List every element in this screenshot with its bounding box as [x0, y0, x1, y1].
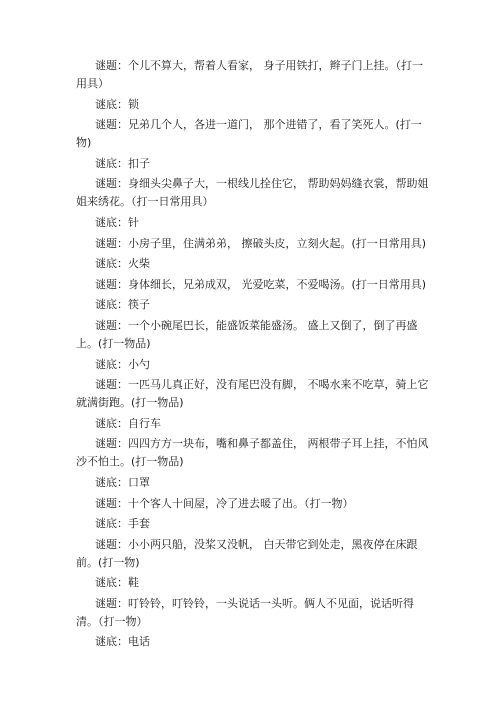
riddle-question: 谜题：身细头尖鼻子大，一根线儿拴住它， 帮助妈妈缝衣裳，帮助姐姐来绣花。（打一日常用具） — [76, 177, 429, 209]
riddle-answer: 谜底：筷子 — [95, 298, 150, 312]
riddle-answer: 谜底：针 — [95, 215, 139, 229]
riddle-question: 谜题：兄弟几个人，各进一道门， 那个进错了，看了笑死人。(打一物) — [76, 118, 422, 150]
riddle-answer: 谜底：自行车 — [95, 416, 161, 430]
riddle-answer: 谜底：手套 — [95, 517, 150, 531]
riddle-question: 谜题：个儿不算大，帮着人看家， 身子用铁打，辫子门上挂。（打一用具） — [76, 59, 423, 90]
riddle-question: 谜题：小小两只船，没桨又没帆， 白天带它到处走，黑夜停在床跟前。(打一物) — [76, 537, 418, 569]
riddle-answer: 谜底：火柴 — [95, 257, 150, 271]
riddle-question: 谜题：一个小碗尾巴长，能盛饭菜能盛汤。 盛上又倒了，倒了再盛上。(打一物品) — [76, 318, 418, 350]
riddle-question: 谜题：小房子里，住满弟弟， 擦破头皮，立刻火起。(打一日常用具) — [95, 236, 427, 250]
riddle-list — [76, 57, 430, 654]
riddle-question: 谜题：十个客人十间屋，冷了进去暖了出。（打一物） — [95, 496, 354, 510]
riddle-answer: 谜底：口罩 — [95, 475, 150, 489]
riddle-answer: 谜底：扣子 — [95, 156, 150, 170]
riddle-question: 谜题：一匹马儿真正好，没有尾巴没有脚， 不喝水来不吃草，骑上它就满街跑。(打一物品) — [76, 378, 429, 410]
riddle-question: 谜题：四四方方一块布，嘴和鼻子都盖住， 两根带子耳上挂，不怕风沙不怕土。(打一物品) — [76, 437, 429, 469]
riddle-answer: 谜底：小勺 — [95, 357, 150, 371]
riddle-question: 谜题：身体细长，兄弟成双， 光爱吃菜，不爱喝汤。(打一日常用具) — [95, 277, 427, 291]
riddle-question: 谜题：叮铃铃，叮铃铃，一头说话一头听。俩人不见面，说话听得清。（打一物） — [76, 596, 414, 628]
riddle-answer: 谜底：电话 — [95, 635, 150, 649]
riddle-answer: 谜底：鞋 — [95, 576, 139, 590]
riddle-answer: 谜底：锁 — [95, 97, 139, 111]
